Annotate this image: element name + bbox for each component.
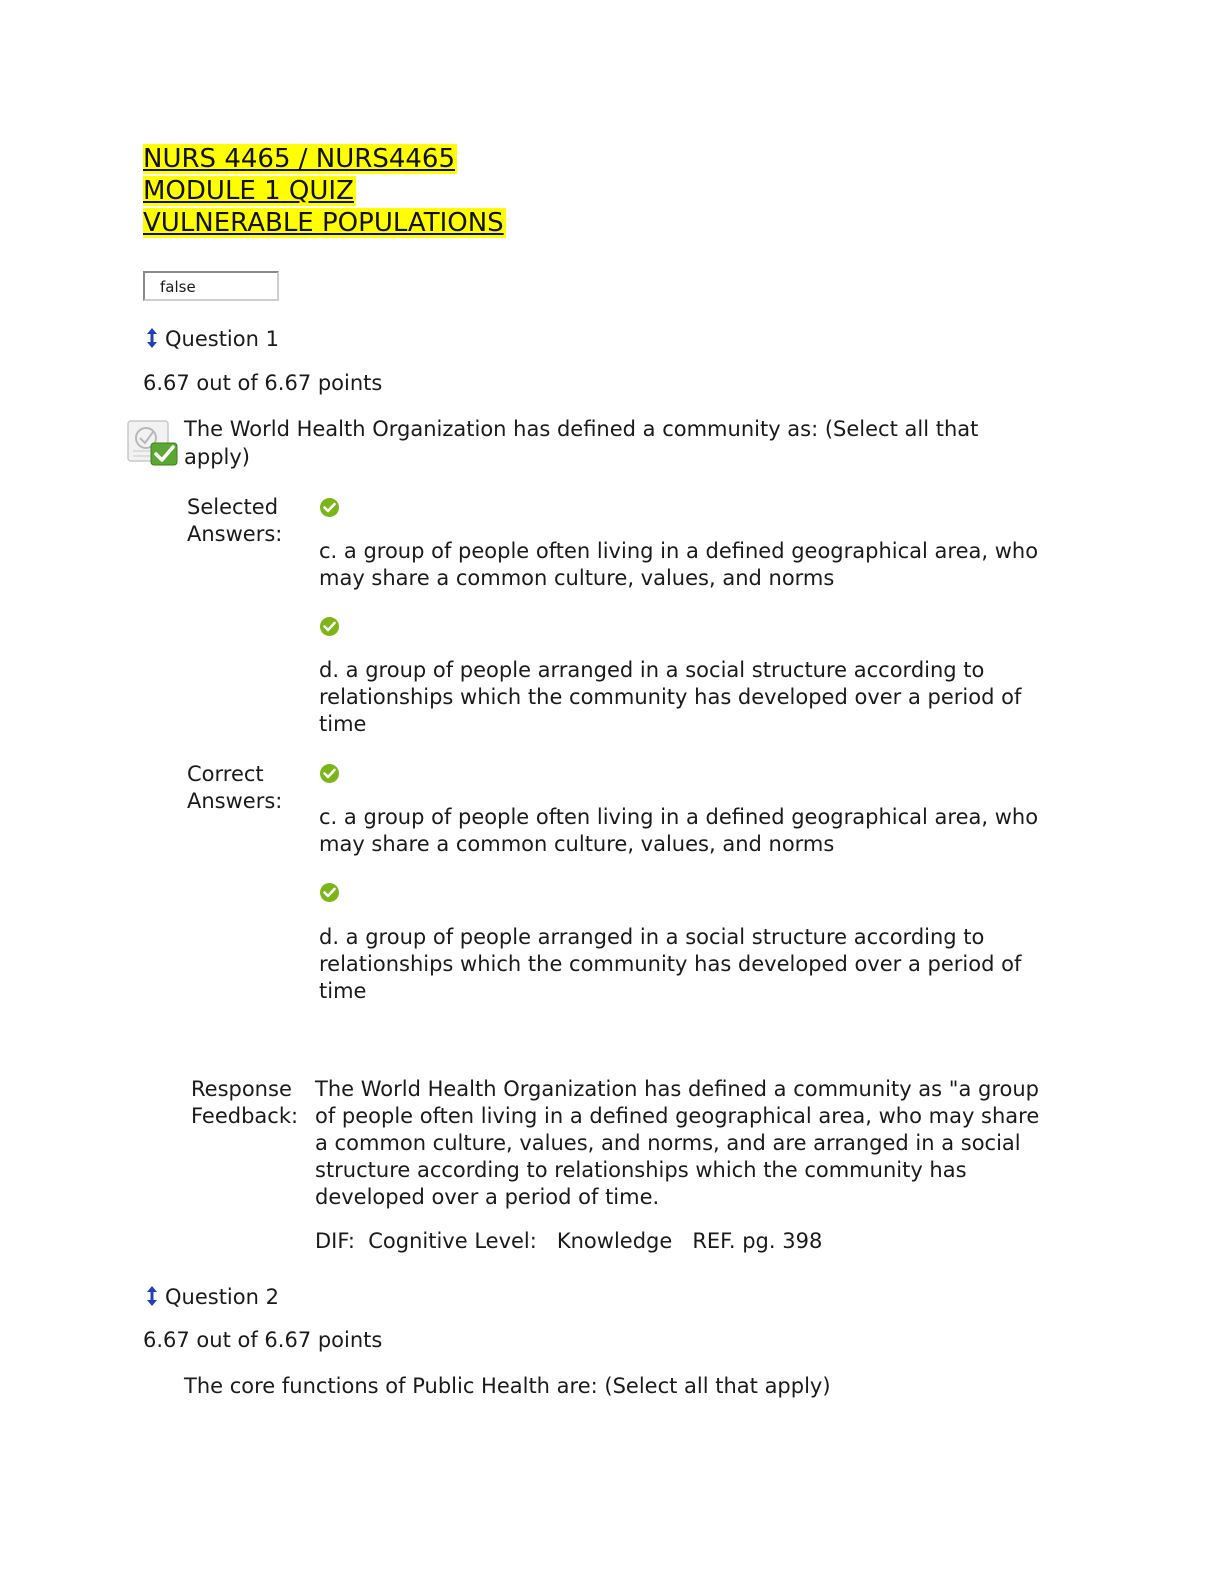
check-circle-icon — [319, 882, 340, 903]
question-2-points: 6.67 out of 6.67 points — [143, 1328, 383, 1352]
quiz-topic: VULNERABLE POPULATIONS — [143, 208, 504, 238]
correct-answers-label: Correct Answers: — [187, 762, 283, 813]
check-circle-icon — [319, 763, 340, 784]
selected-answer-d: d. a group of people arranged in a social structure according to relationships which the community has developed over a period of time — [319, 658, 1022, 736]
status-field[interactable] — [143, 271, 279, 301]
check-circle-icon — [319, 616, 340, 637]
question-1-text: The World Health Organization has defined a community as: (Select all that apply) — [184, 417, 979, 469]
difficulty-reference: DIF: Cognitive Level: Knowledge REF. pg. 398 — [315, 1229, 823, 1253]
question-1-header — [145, 326, 279, 356]
graded-correct-icon — [127, 417, 179, 467]
quiz-name: MODULE 1 QUIZ — [143, 176, 354, 206]
response-feedback-text: The World Health Organization has defined a community as "a group of people often living in a defined geographical area, who may share a common culture, values, and norms, and are arranged in a social structure according to relationships which the community has developed over a period of time. — [315, 1077, 1040, 1209]
question-2-header — [145, 1284, 279, 1314]
response-feedback-label: Response Feedback: — [191, 1077, 299, 1128]
course-code: NURS 4465 / NURS4465 — [143, 144, 455, 174]
document-title — [143, 143, 506, 239]
selected-answers-label: Selected Answers: — [187, 495, 283, 546]
selected-answer-c: c. a group of people often living in a defined geographical area, who may share a common culture, values, and norms — [319, 539, 1039, 590]
correct-answer-c: c. a group of people often living in a defined geographical area, who may share a common culture, values, and norms — [319, 805, 1039, 856]
sort-arrows-icon[interactable] — [145, 326, 161, 356]
question-1-label: Question 1 — [165, 327, 279, 351]
question-1-points: 6.67 out of 6.67 points — [143, 371, 383, 395]
status-field-value: false — [160, 278, 196, 296]
sort-arrows-icon[interactable] — [145, 1284, 161, 1314]
check-circle-icon — [319, 497, 340, 518]
question-2-label: Question 2 — [165, 1285, 279, 1309]
question-2-text: The core functions of Public Health are: (Select all that apply) — [184, 1374, 831, 1398]
correct-answer-d: d. a group of people arranged in a social structure according to relationships which the community has developed over a period of time — [319, 925, 1022, 1003]
